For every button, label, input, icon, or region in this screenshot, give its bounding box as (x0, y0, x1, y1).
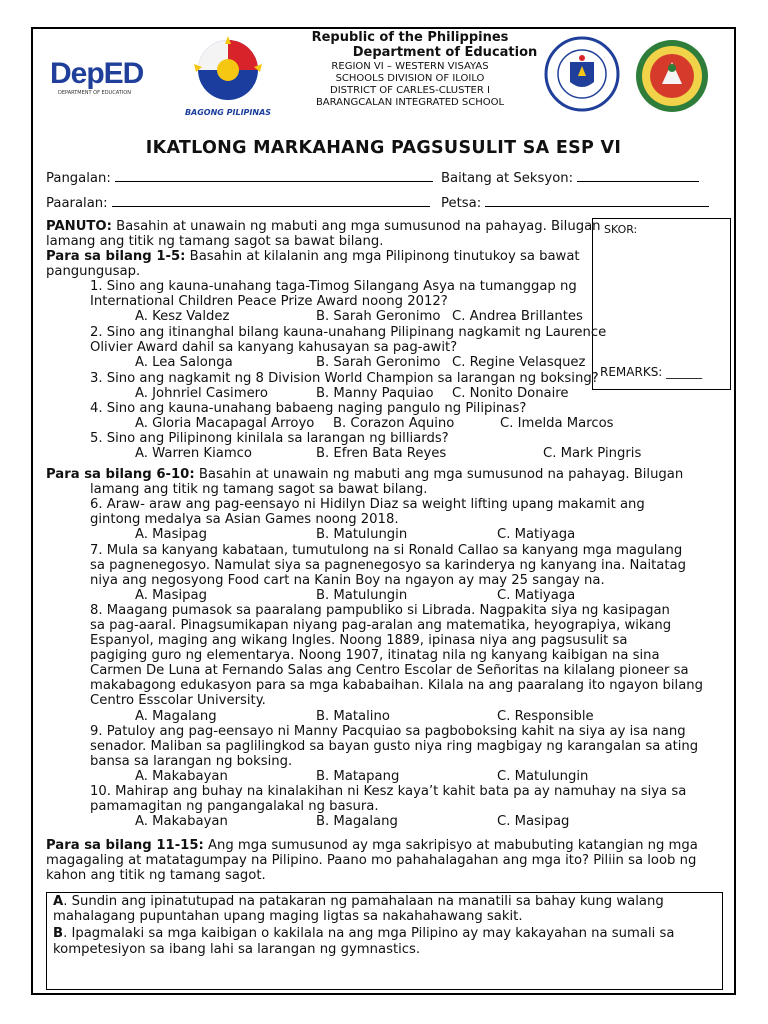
box-choice-a-letter: A (53, 894, 64, 909)
question-9: 9. Patuloy ang pag-eensayo ni Manny Pacquiao sa pagboboksing kahit na siya ay isa nang (90, 724, 686, 739)
part2-line-2: lamang ang titik ng tamang sagot sa bawat bilang. (90, 482, 428, 497)
q6-choice-c[interactable]: C. Matiyaga (497, 527, 576, 542)
question-6-cont: gintong medalya sa Asian Games noong 2018. (90, 512, 399, 527)
part2-label: Para sa bilang 6-10: (46, 467, 195, 482)
header-division: SCHOOLS DIVISION OF ILOILO (335, 73, 485, 84)
q5-choice-c[interactable]: C. Mark Pingris (543, 446, 642, 461)
question-10-cont: pamamagitan ng pangangalakal ng basura. (90, 799, 379, 814)
school-logo (634, 38, 710, 114)
instructions-label: PANUTO: (46, 219, 112, 234)
question-6: 6. Araw- araw ang pag-eensayo ni Hidilyn Diaz sa weight lifting upang makamit ang (90, 497, 645, 512)
question-2-cont: Olivier Award dahil sa kanyang kahusayan sa pag-awit? (90, 340, 458, 355)
grade-section-label: Baitang at Seksyon: (441, 171, 574, 186)
q3-choice-c[interactable]: C. Nonito Donaire (452, 386, 569, 401)
q7-choice-b[interactable]: B. Matulungin (316, 588, 408, 603)
q4-choice-c[interactable]: C. Imelda Marcos (500, 416, 614, 431)
q7-choice-c[interactable]: C. Matiyaga (497, 588, 576, 603)
q1-choice-b[interactable]: B. Sarah Geronimo (316, 309, 441, 324)
question-8-cont-6: Centro Esscolar University. (90, 693, 266, 708)
part2-line-1 (46, 467, 683, 482)
grade-section-line[interactable] (577, 170, 699, 182)
q4-choice-a[interactable]: A. Gloria Macapagal Arroyo (135, 416, 315, 431)
part3-line-3: kahon ang titik ng tamang sagot. (46, 868, 266, 883)
question-8-cont-2: Espanyol, maging ang wikang Ingles. Noong 1889, ipinasa niya ang pagsusulit sa (90, 633, 628, 648)
deped-logo-text: DepED (50, 57, 144, 90)
part3-line-2: magagaling at matatagumpay na Pilipino. Paano mo pahahalagahan ang mga ito? Piliin sa loob ng (46, 853, 697, 868)
question-1-cont: International Children Peace Prize Award noong 2012? (90, 294, 448, 309)
bagong-pilipinas-logo (178, 34, 278, 116)
deped-logo (50, 58, 160, 108)
q5-choice-b[interactable]: B. Efren Bata Reyes (316, 446, 447, 461)
q6-choice-b[interactable]: B. Matulungin (316, 527, 408, 542)
instructions-line-2: lamang ang titik ng tamang sagot sa bawat bilang. (46, 234, 384, 249)
question-7-cont-2: niya ang negosyong Food cart na Kanin Boy na ngayon ay may 25 sangay na. (90, 573, 605, 588)
q1-choice-c[interactable]: C. Andrea Brillantes (452, 309, 583, 324)
header-republic: Republic of the Philippines (311, 30, 509, 45)
box-choice-b-cont: kompetesiyon sa ibang lahi sa larangan ng gymnastics. (53, 942, 421, 957)
remarks-label: REMARKS: ______ (600, 365, 703, 379)
school-label: Paaralan: (46, 196, 108, 211)
question-1: 1. Sino ang kauna-unahang taga-Timog Silangang Asya na tumanggap ng (90, 279, 577, 294)
bagong-pilipinas-text: BAGONG PILIPINAS (184, 108, 272, 117)
q8-choice-b[interactable]: B. Matalino (316, 709, 390, 724)
school-field[interactable] (46, 195, 430, 211)
school-line[interactable] (112, 195, 430, 207)
header-school: BARANGCALAN INTEGRATED SCHOOL (315, 97, 505, 108)
question-7-cont-1: sa pagnenegosyo. Namulat siya sa pagnenegosyo sa karinderya ng kanyang ina. Naitatag (90, 558, 686, 573)
date-line[interactable] (485, 195, 709, 207)
part2-text: Basahin at unawain ng mabuti ang mga sumusunod na pahayag. Bilugan (194, 467, 684, 482)
q4-choice-b[interactable]: B. Corazon Aquino (333, 416, 455, 431)
q1-choice-a[interactable]: A. Kesz Valdez (135, 309, 230, 324)
part3-label: Para sa bilang 11-15: (46, 838, 204, 853)
q10-choice-c[interactable]: C. Masipag (497, 814, 570, 829)
q6-choice-a[interactable]: A. Masipag (135, 527, 207, 542)
page-title: IKATLONG MARKAHANG PAGSUSULIT SA ESP VI (145, 138, 622, 158)
q10-choice-b[interactable]: B. Magalang (316, 814, 398, 829)
date-label: Petsa: (441, 196, 482, 211)
part1-line-1 (46, 249, 580, 264)
header-region: REGION VI – WESTERN VISAYAS (331, 61, 489, 72)
part1-label: Para sa bilang 1-5: (46, 249, 186, 264)
box-choice-a-cont: mahalagang pupuntahan upang maging ligtas sa nakahahawang sakit. (53, 909, 523, 924)
q8-choice-c[interactable]: C. Responsible (497, 709, 594, 724)
q7-choice-a[interactable]: A. Masipag (135, 588, 207, 603)
q10-choice-a[interactable]: A. Makabayan (135, 814, 228, 829)
instructions-line-1 (46, 219, 601, 234)
part1-line-2: pangungusap. (46, 264, 141, 279)
question-7: 7. Mula sa kanyang kabataan, tumutulong na si Ronald Callao sa kanyang mga magulang (90, 543, 683, 558)
question-8-cont-5: makabagong edukasyon para sa mga kababaihan. Kilala na ang paaralang ito ngayon bilang (90, 678, 704, 693)
question-2: 2. Sino ang itinanghal bilang kauna-unahang Pilipinang nagkamit ng Laurence (90, 325, 607, 340)
box-choice-b-text: . Ipagmalaki sa mga kaibigan o kakilala na ang mga Pilipino ay may kakayahan na sumali sa (63, 926, 675, 941)
name-field[interactable] (46, 170, 433, 186)
box-choice-b (53, 926, 674, 941)
part3-text: Ang mga sumusunod ay mga sakripisyo at mabubuting katangian ng mga (203, 838, 698, 853)
question-8-cont-1: sa pag-aaral. Pinagsumikapan niyang pag-aralan ang matematika, heyograpiya, wikang (90, 618, 672, 633)
school-seal-icon (634, 38, 710, 114)
box-choice-b-letter: B (53, 926, 64, 941)
header-district: DISTRICT OF CARLES-CLUSTER I (330, 85, 490, 96)
question-9-cont-2: bansa sa larangan ng boksing. (90, 754, 293, 769)
q9-choice-a[interactable]: A. Makabayan (135, 769, 228, 784)
q5-choice-a[interactable]: A. Warren Kiamco (135, 446, 252, 461)
question-9-cont-1: senador. Maliban sa paglilingkod sa bayan gusto niya ring magbigay ng karangalan sa ating (90, 739, 699, 754)
score-label: SKOR: (604, 223, 638, 236)
q3-choice-a[interactable]: A. Johnriel Casimero (135, 386, 268, 401)
q9-choice-b[interactable]: B. Matapang (316, 769, 400, 784)
question-10: 10. Mahirap ang buhay na kinalakihan ni Kesz kaya’t kahit bata pa ay namuhay na siya sa (90, 784, 687, 799)
q2-choice-a[interactable]: A. Lea Salonga (135, 355, 233, 370)
deped-logo-sub: DEPARTMENT OF EDUCATION (58, 90, 131, 96)
instructions-text: Basahin at unawain ng mabuti ang mga sumusunod na pahayag. Bilugan (111, 219, 601, 234)
header-department: Department of Education (352, 45, 538, 60)
question-8-cont-3: pagiging guro ng elementarya. Noong 1907, itinatag nila ng kanyang kaibigan na sina (90, 648, 660, 663)
date-field[interactable] (441, 195, 709, 211)
name-line[interactable] (115, 170, 433, 182)
question-8-cont-4: Carmen De Luna at Fernando Salas ang Centro Escolar de Señoritas na kilalang pioneer sa (90, 663, 689, 678)
q8-choice-a[interactable]: A. Magalang (135, 709, 217, 724)
question-5: 5. Sino ang Pilipinong kinilala sa larangan ng billiards? (90, 431, 449, 446)
q2-choice-b[interactable]: B. Sarah Geronimo (316, 355, 441, 370)
bagong-pilipinas-emblem-icon (178, 34, 278, 104)
question-8: 8. Maagang pumasok sa paaralang pampubliko si Librada. Nagpakita siya ng kasipagan (90, 603, 670, 618)
part1-text: Basahin at kilalanin ang mga Pilipinong tinutukoy sa bawat (185, 249, 580, 264)
q9-choice-c[interactable]: C. Matulungin (497, 769, 589, 784)
grade-section-field[interactable] (441, 170, 699, 186)
question-3: 3. Sino ang nagkamit ng 8 Division World Champion sa larangan ng boksing? (90, 371, 599, 386)
q3-choice-b[interactable]: B. Manny Paquiao (316, 386, 434, 401)
name-label: Pangalan: (46, 171, 111, 186)
box-choice-a (53, 894, 664, 909)
q2-choice-c[interactable]: C. Regine Velasquez (452, 355, 586, 370)
box-choice-a-text: . Sundin ang ipinatutupad na patakaran ng pamahalaan na manatili sa bahay kung walang (63, 894, 664, 909)
question-4: 4. Sino ang kauna-unahang babaeng naging pangulo ng Pilipinas? (90, 401, 527, 416)
part3-line-1 (46, 838, 698, 853)
